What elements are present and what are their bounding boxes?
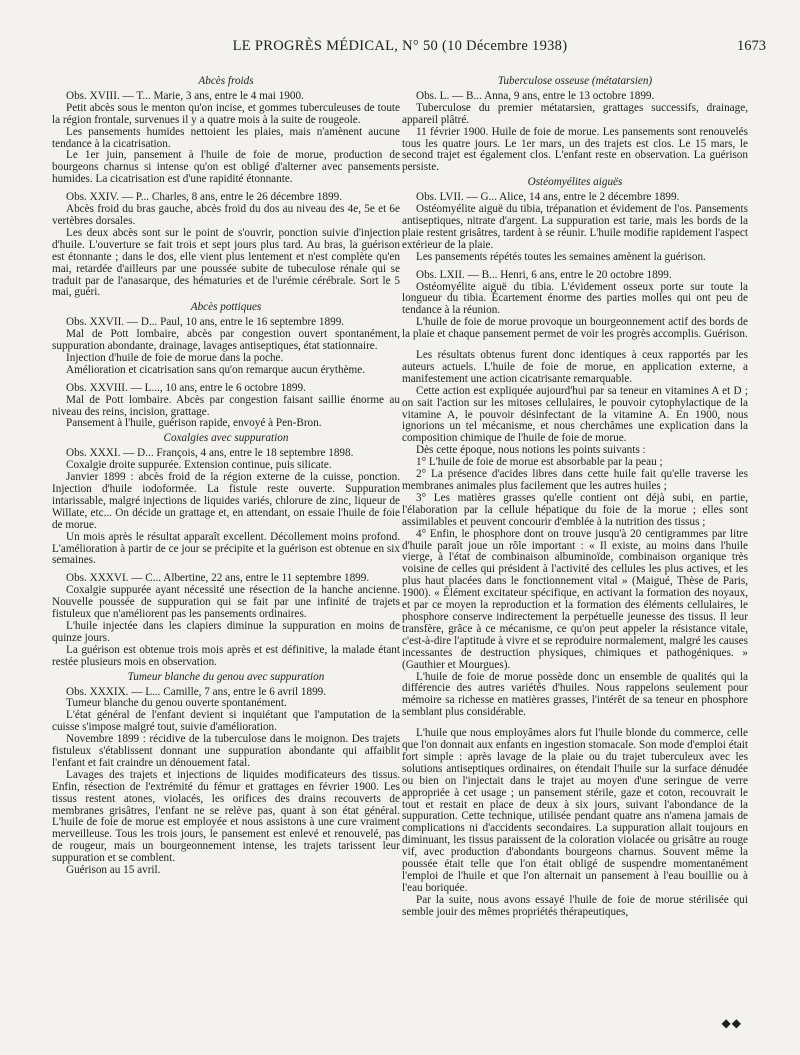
paragraph: Les résultats obtenus furent donc identiques à ceux rapportés par les auteurs actuels. L'huile de foie de morue, en application externe, a manifestement une action cicatrisante remarquable. [402,349,748,385]
paragraph: Novembre 1899 : récidive de la tuberculose dans le moignon. Des trajets fistuleux s'établissent donnant une suppuration abondante qui affaiblit l'enfant et fait craindre un dénouement fatal. [52,733,400,769]
section-heading: Abcès froids [198,75,254,87]
paragraph: Mal de Pott lombaire. Abcès par congestion faisant saillie énorme au niveau des reins, incision, grattage. [52,393,400,418]
paragraph: Mal de Pott lombaire, abcès par congestion ouvert spontanément, suppuration abondante, drainage, lavages antiseptiques, état stationnaire. [52,328,400,353]
paragraph: Obs. L. — B... Anna, 9 ans, entre le 13 octobre 1899. [416,89,655,102]
paragraph: Amélioration et cicatrisation sans qu'on remarque aucun érythème. [66,363,365,376]
paragraph: Les pansements humides nettoient les plaies, mais n'amènent aucune tendance à la cicatrisation. [52,125,400,150]
paragraph: Obs. XVIII. — T... Marie, 3 ans, entre le 4 mai 1900. [66,89,304,102]
left-column [52,73,400,877]
paragraph: Injection d'huile de foie de morue dans la poche. [66,351,284,364]
paragraph: L'huile de foie de morue possède donc un ensemble de qualités qui la différencie des autres variétés d'huiles. Nous rappelons seulement pour mémoire sa richesse en matières grasses, l'intérêt de sa teneur en phosphore semblant plus considérable. [402,670,748,719]
paragraph: Obs. LVII. — G... Alice, 14 ans, entre le 2 décembre 1899. [416,191,680,204]
section-heading: Abcès pottiques [190,301,262,314]
paragraph: Les pansements répétés toutes les semaines amènent la guérison. [416,250,706,263]
paragraph: Coxalgie suppurée ayant nécessité une résection de la hanche ancienne. Nouvelle poussée de suppuration qui se fait par une infinité de trajets fistuleux que n'améliorent pas les pansements ordinaires. [52,584,400,621]
paragraph: Le 1er juin, pansement à l'huile de foie de morue, production de bourgeons charnus si intense qu'on est obligé d'alterner avec pansements humides. La cicatrisation est d'une rapidité étonnante. [52,149,400,186]
paragraph: Ostéomyélite aiguë du tibia. L'évidement osseux porte sur toute la longueur du tibia. Écartement énorme des parties molles qui ont peu de tendance à la réunion. [402,280,748,317]
section-heading: Tumeur blanche du genou avec suppuration [127,670,325,683]
paragraph: La guérison est obtenue trois mois après et est définitive, la malade étant restée plusieurs mois en observation. [52,643,400,668]
section-heading: Tuberculose osseuse (métatarsien) [497,75,653,87]
paragraph: Petit abcès sous le menton qu'on incise, et gommes tuberculeuses de toute la région frontale, survenues il y a quatre mois à la suite de rougeole. [52,101,400,126]
section-heading: Coxalgies avec suppuration [163,432,289,445]
paragraph: Cette action est expliquée aujourd'hui par sa teneur en vitamines A et D ; on sait l'action sur les mitoses cellulaires, le pouvoir cytophylactique de la vitamine A, le pouvoir désinfectant de la vitamine A. En 1900, nous ignorions un tel mécanisme, et nous cherchâmes une explication dans la composition chimique de l'huile de foie de morue. [402,384,748,445]
paragraph: Coxalgie droite suppurée. Extension continue, puis silicate. [66,459,332,472]
paragraph: Les deux abcès sont sur le point de s'ouvrir, ponction suivie d'injection d'huile. L'ouverture se fait trois et sept jours plus tard. Au bras, la guérison est étonnante ; dans le dos, elle vient plus lentement et n'est complète qu'en mai, retardée d'ailleurs par une poussée subite de tubeculose rénale qui se traduit par de l'anasarque, des hématuries et de l'urémie cérébrale. Sort le 5 mai, guéri. [52,226,400,299]
paragraph: Obs. LXII. — B... Henri, 6 ans, entre le 20 octobre 1899. [416,268,672,281]
page-number: 1673 [737,38,766,54]
paragraph: L'huile de foie de morue provoque un bourgeonnement actif des bords de la plaie et chaque pansement permet de voir les progrès accomplis. Guérison. [402,316,748,341]
paragraph: Un mois après le résultat apparaît excellent. Décollement moins profond. L'amélioration à partir de ce jour se précipite et la guérison est obtenue en six semaines. [52,530,400,567]
running-head: LE PROGRÈS MÉDICAL, N° 50 (10 Décembre 1938) [232,38,568,54]
paragraph: Tumeur blanche du genou ouverte spontanément. [66,697,287,710]
paragraph: Lavages des trajets et injections de liquides modificateurs des tissus. Enfin, résection de l'extrémité du fémur et grattages en février 1900. Les tissus restent atones, violacés, les orifices des drains recouverts de membranes grisâtres, l'enfant ne se relève pas, quant à son état général. L'huile de foie de morue est employée et nous assistons à une cure vraiment merveilleuse. Tous les trois jours, le pansement est enlevé et renouvelé, pas de rougeur, mais un bourgeonnement intense, les trajets tarissent leur suppuration et se comblent. [52,768,400,865]
paragraph: 3° Les matières grasses qu'elle contient ont déjà subi, en partie, l'élaboration par la cellule hépatique du foie de la morue ; elles sont assimilables et peuvent concourir d'emblée à la nutrition des tissus ; [402,491,748,528]
paragraph: L'état général de l'enfant devient si inquiétant que l'amputation de la cuisse s'impose malgré tout, suivie d'amélioration. [52,709,400,734]
paragraph: Dès cette époque, nous notions les points suivants : [416,444,646,457]
paragraph: Obs. XXXIX. — L... Camille, 7 ans, entre le 6 avril 1899. [66,685,327,698]
section-heading: Ostéomyélites aiguës [527,176,623,189]
paragraph: 1° L'huile de foie de morue est absorbable par la peau ; [416,456,663,469]
paragraph: Abcès froid du bras gauche, abcès froid du dos au niveau des 4e, 5e et 6e vertèbres dorsales. [52,203,400,227]
paragraph: Tuberculose du premier métatarsien, grattages successifs, drainage, appareil plâtré. [402,101,748,126]
paragraph: 2° La présence d'acides libres dans cette huile fait qu'elle traverse les membranes animales plus facilement que les autres huiles ; [402,468,748,492]
paragraph: Pansement à l'huile, guérison rapide, envoyé à Pen-Bron. [66,417,322,430]
page-header [0,38,800,58]
paragraph: Ostéomyélite aiguë du tibia, trépanation et évidement de l'os. Pansements antiseptiques, nitrate d'argent. La suppuration est tarie, mais les bords de la plaie restent grisâtres, tardent à se réunir. L'huile modifie rapidement l'aspect extérieur de la plaie. [402,203,748,251]
paragraph: L'huile que nous employâmes alors fut l'huile blonde du commerce, celle que l'on donnait aux enfants en ingestion stomacale. Son mode d'emploi était fort simple : après lavage de la plaie ou du trajet tuberculeux avec les solutions antiseptiques ordinaires, on étendait l'huile sur la surface dénudée ou bien on l'injectait dans le trajet au moyen d'une seringue de verre appropriée à cet usage ; un pansement stérile, gaze et coton, recouvrait le tout et restait en place de deux à six jours, suivant l'abondance de la suppuration. Cette technique, utilisée pendant quatre ans n'amena jamais de complications ni d'accidents secondaires. La suppuration allait toujours en diminuant, les tissus paraissent de la coloration violacée ou grisâtre au rouge vif, avec production d'abondants bourgeons charnus. Souvent même la poussée était telle que l'on était obligé de suspendre momentanément l'emploi de l'huile et que l'on alternait un pansement à l'eau bouillie ou à l'eau boriquée. [402,727,748,894]
paragraph: 11 février 1900. Huile de foie de morue. Les pansements sont renouvelés tous les quatre jours. Le 1er mars, un des trajets est clos. Le 15 mars, le second trajet est également clos. L'enfant reste en observation. La guérison persiste. [402,125,748,174]
paragraph: Obs. XXXVI. — C... Albertine, 22 ans, entre le 11 septembre 1899. [66,572,370,585]
paragraph: Par la suite, nous avons essayé l'huile de foie de morue stérilisée qui semble jouir des mêmes propriétés thérapeutiques, [402,893,748,918]
paragraph: Obs. XXXI. — D... François, 4 ans, entre le 18 septembre 1898. [66,447,354,460]
end-ornament: ◆◆ [721,1016,742,1030]
paragraph: Janvier 1899 : abcès froid de la région externe de la cuisse, ponction. Injection d'huile iodoformée. La fistule reste ouverte. Suppuration intarissable, malgré injections de liquides variés, chlorure de zinc, liqueur de Willate, etc... On décide un grattage et, en attendant, on essaie l'huile de foie de morue. [52,471,400,531]
paragraph: Obs. XXIV. — P... Charles, 8 ans, entre le 26 décembre 1899. [66,191,343,204]
paragraph: Obs. XXVIII. — L..., 10 ans, entre le 6 octobre 1899. [66,381,306,394]
paragraph: Obs. XXVII. — D... Paul, 10 ans, entre le 16 septembre 1899. [66,316,345,329]
paragraph: Guérison au 15 avril. [66,864,161,877]
paragraph: L'huile injectée dans les clapiers diminue la suppuration en moins de quinze jours. [52,619,400,644]
right-column [402,73,748,919]
paragraph: 4° Enfin, le phosphore dont on trouve jusqu'à 20 centigrammes par litre d'huile paraît joue un rôle important : « Il existe, au moins dans l'huile vierge, à l'état de combinaison albuminoïde, combinaison organique très voisine de celles qui président à l'activité des cellules les plus actives, et les plus haut placées dans le fonctionnement vital » (Maigué, Thèse de Paris, 1900). « Élément excitateur spécifique, en activant la formation des noyaux, et par ce moyen la reproduction et la formation des éléments cellulaires, le phosphore conserve indirectement la perpétuelle jeunesse des tissus. Il leur transfère, grâce à ce mécanisme, ce qu'on peut appeler la résistance vitale, c'est-à-dire l'aptitude à vivre et se reproduire normalement, malgré les causes incessantes de destruction physiques, chimiques et pathogéniques. » (Gauthier et Mourgues). [402,527,748,671]
